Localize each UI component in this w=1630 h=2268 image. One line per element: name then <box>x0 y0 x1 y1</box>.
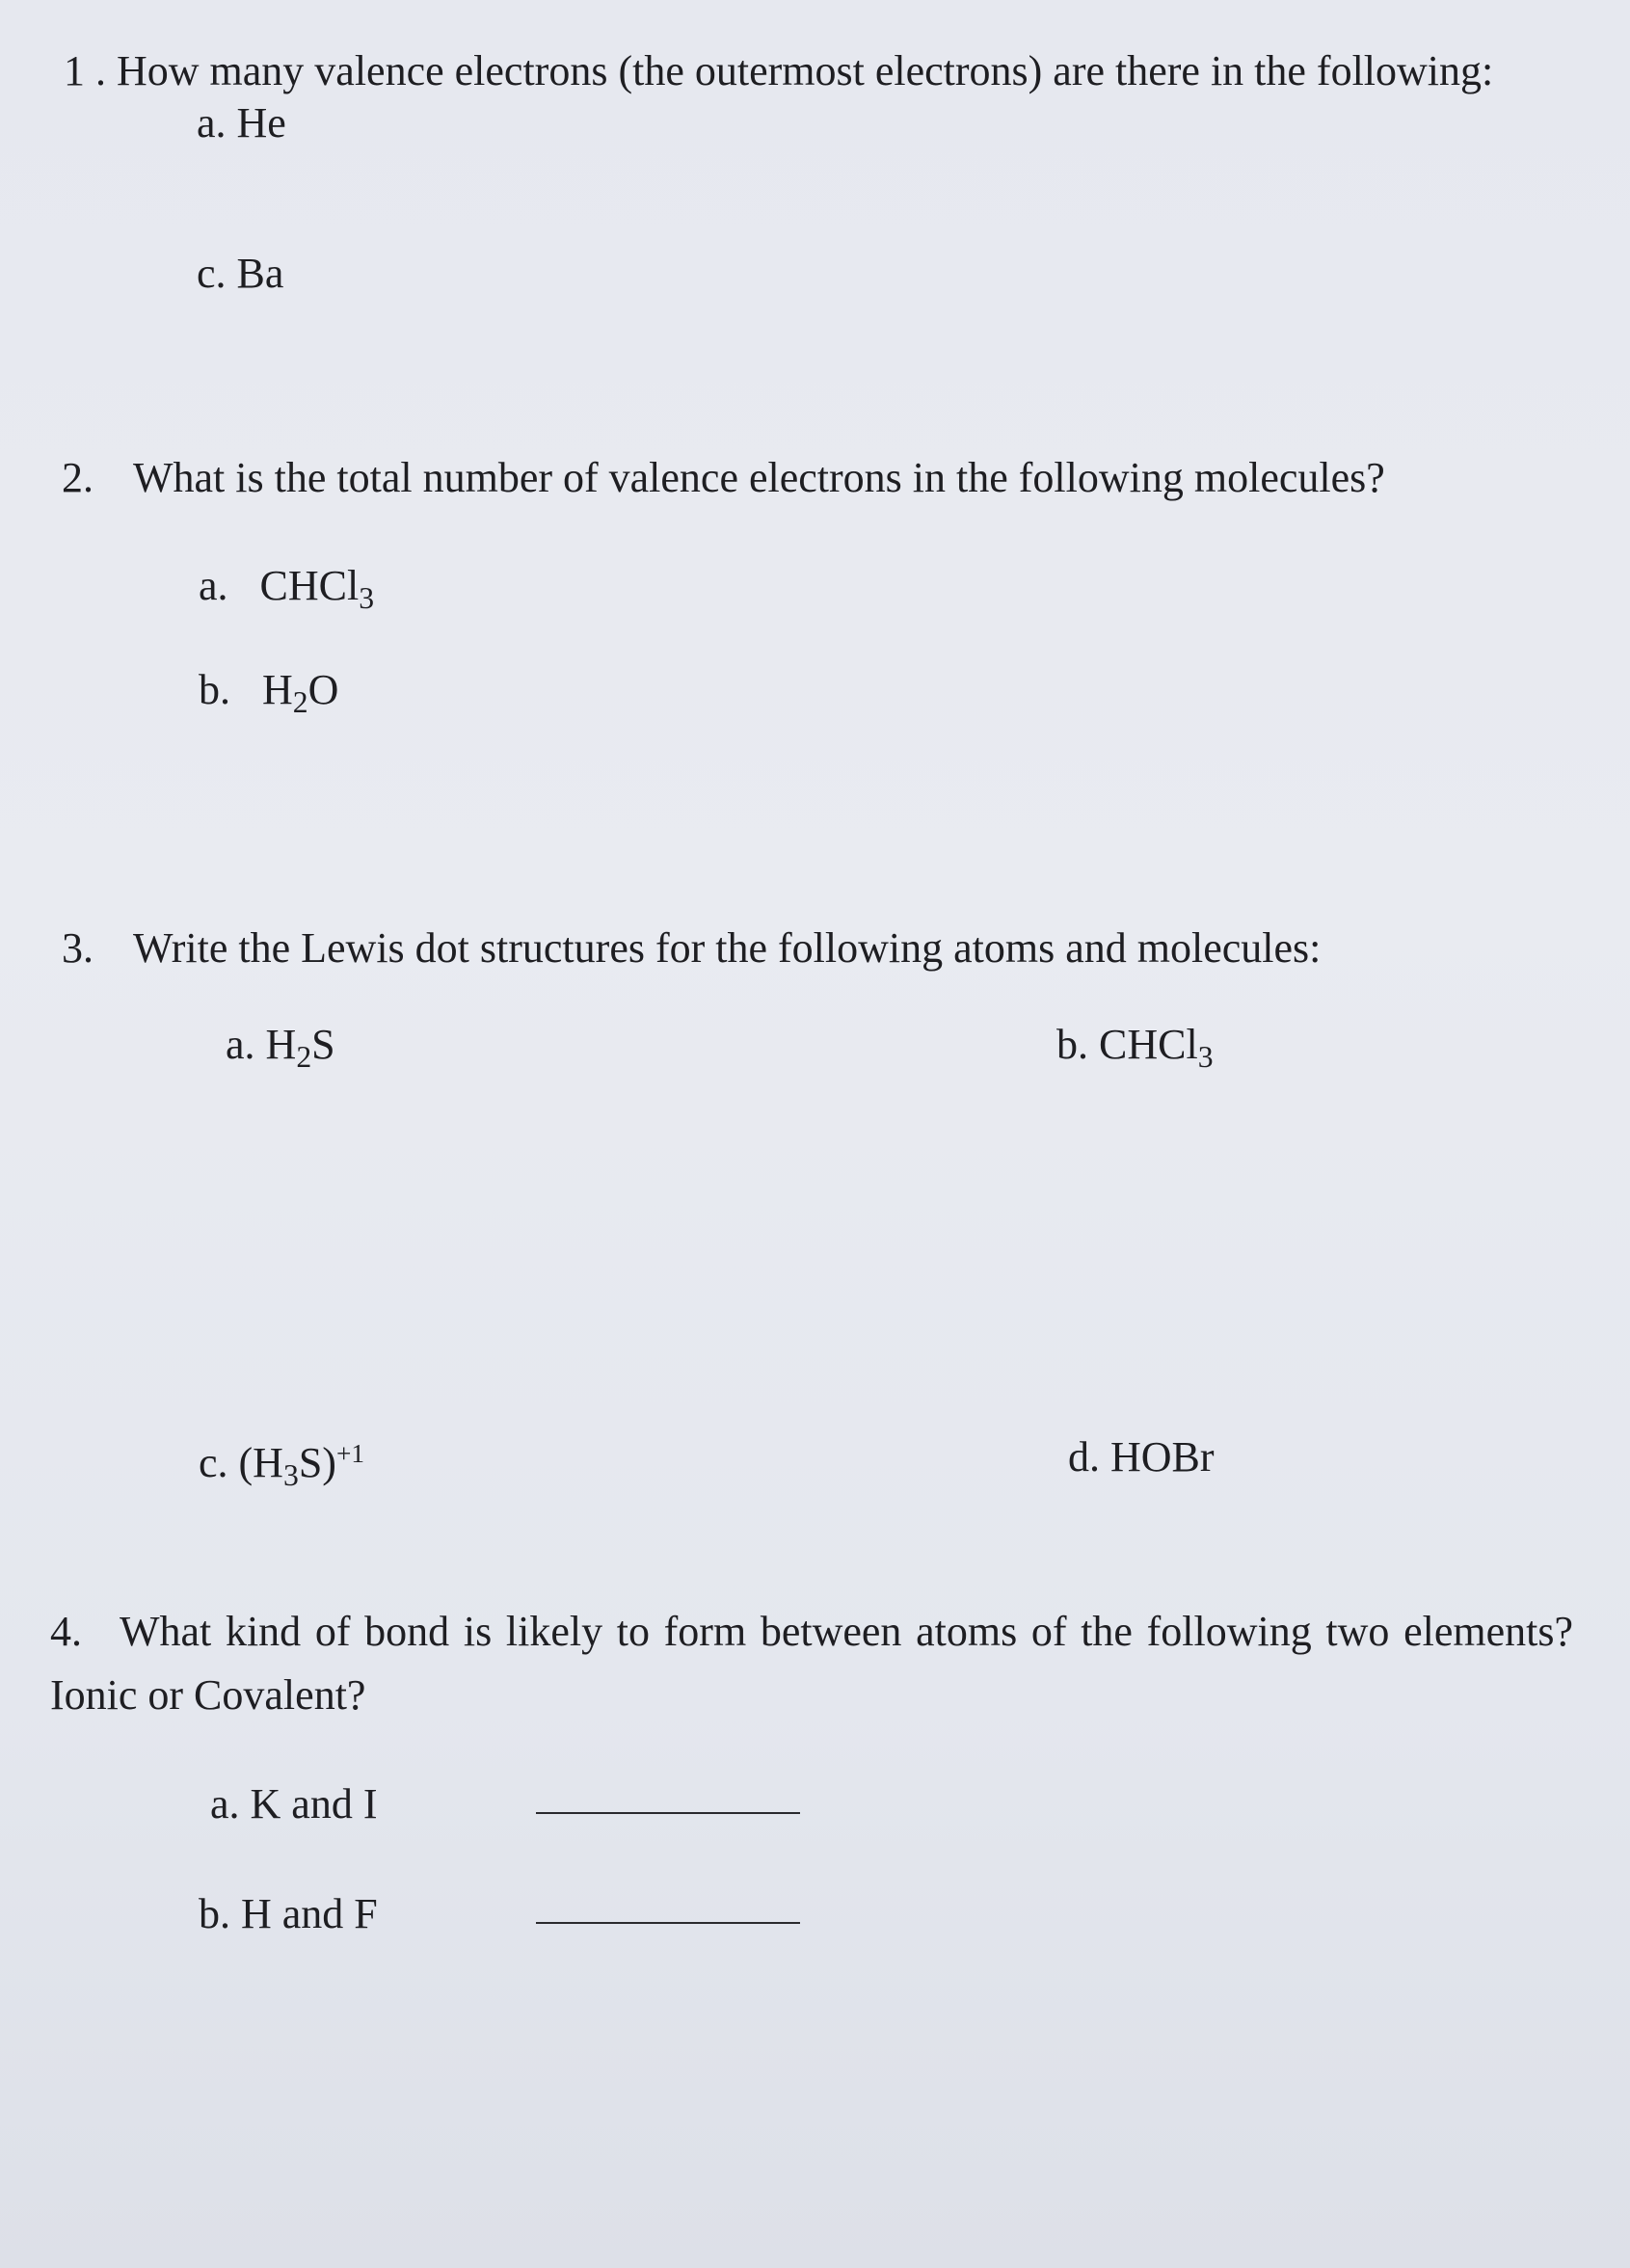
question-3-item-c-label: c. <box>199 1439 228 1486</box>
question-3-item-a-label: a. <box>226 1021 255 1068</box>
question-1-text: How many valence electrons (the outermost electrons) are there in the following: <box>117 47 1494 94</box>
question-2 <box>62 453 1385 503</box>
formula-chcl3: CHCl$_3$ <box>259 562 375 615</box>
question-1-item-c: c. Ba <box>197 250 284 297</box>
question-3-item-c <box>199 1438 364 1492</box>
question-1-number: 1 <box>64 47 85 94</box>
formula-h2s: $H_2S$ <box>265 1021 335 1074</box>
question-4-number: 4. <box>50 1608 82 1655</box>
question-4 <box>50 1600 1573 1727</box>
question-2-item-a <box>199 561 375 615</box>
answer-blank-b[interactable] <box>536 1922 800 1924</box>
question-3-number: 3. <box>62 924 94 972</box>
question-3-item-b <box>1056 1020 1214 1074</box>
formula-h3s-ion: $(H_3S)^{+1}$ <box>238 1439 364 1492</box>
question-4-text: What kind of bond is likely to form between atoms of the following two elements? Ionic or Covalent? <box>50 1608 1573 1719</box>
question-3-item-b-label: b. <box>1056 1021 1088 1068</box>
question-1: 1 . How many valence electrons (the outermost electrons) are there in the following: <box>64 47 1494 94</box>
question-3-text: Write the Lewis dot structures for the following atoms and molecules: <box>133 924 1322 972</box>
question-3 <box>62 923 1321 974</box>
question-3-item-d: d. HOBr <box>1068 1433 1215 1481</box>
question-2-number: 2. <box>62 454 94 501</box>
answer-blank-a[interactable] <box>536 1812 800 1814</box>
formula-h2o: $H_2O$ <box>262 666 339 719</box>
formula-chcl3-b: CHCl$_3$ <box>1099 1021 1214 1074</box>
question-2-item-b <box>199 665 339 719</box>
question-2-item-b-label: b. <box>199 666 230 713</box>
question-2-text: What is the total number of valence electrons in the following molecules? <box>133 454 1385 501</box>
question-4-item-b: b. H and F <box>199 1890 378 1937</box>
question-2-item-a-label: a. <box>199 562 228 609</box>
question-4-item-a: a. K and I <box>210 1780 378 1828</box>
question-3-item-a <box>226 1020 335 1074</box>
question-1-item-a: a. He <box>197 99 286 147</box>
